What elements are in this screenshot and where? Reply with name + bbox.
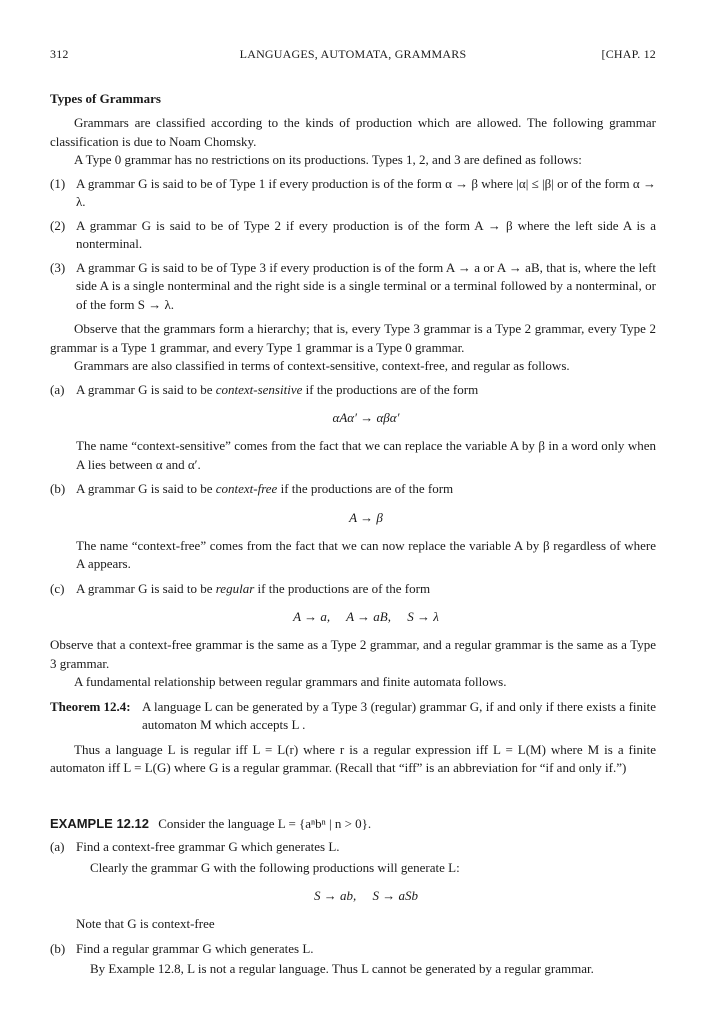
example-statement: Consider the language L = {aⁿbⁿ | n > 0}. xyxy=(158,815,372,831)
item-text: A grammar G is said to be of Type 3 if every production is of the form A → a or A → aB, that is, where the left side A is a single nonterminal and the right side is a single terminal or a terminal followed by a nonterminal, or of the form S → λ. xyxy=(76,259,656,312)
theorem-text: A language L can be generated by a Type 3 (regular) grammar G, if and only if there exists a finite automaton M which accepts L . xyxy=(142,698,656,732)
item-label: (1) xyxy=(50,175,66,191)
type-1-item xyxy=(50,175,656,212)
part-question: Find a context-free grammar G which generates L. xyxy=(76,839,340,854)
formula: S → ab, S → aSb xyxy=(314,888,418,903)
type-2-item xyxy=(50,217,656,254)
item-label: (2) xyxy=(50,217,66,233)
example-label: EXAMPLE 12.12 xyxy=(50,815,149,831)
running-title: LANGUAGES, AUTOMATA, GRAMMARS xyxy=(239,47,467,61)
item-text: A grammar G is said to be of Type 1 if every production is of the form α → β where |α| ≤ |β| or of the form α → λ. xyxy=(76,175,656,209)
context-free-item xyxy=(50,480,656,574)
part-answer: By Example 12.8, L is not a regular language. Thus L cannot be generated by a regular grammar. xyxy=(90,961,594,976)
item-note: The name “context-free” comes from the fact that we can now replace the variable A by β regardless of where A appears. xyxy=(76,537,656,571)
term: context-sensitive xyxy=(215,381,303,397)
item-text: A grammar G is said to be context-free if the productions are of the form xyxy=(76,481,454,496)
formula: αAα′ → αβα′ xyxy=(332,410,400,425)
formula: A → a, A → aB, S → λ xyxy=(293,609,439,624)
type0-paragraph: A Type 0 grammar has no restrictions on its productions. Types 1, 2, and 3 are defined as follows: xyxy=(74,152,582,167)
item-label: (3) xyxy=(50,259,66,275)
item-note: The name “context-sensitive” comes from the fact that we can replace the variable A by β in a word only when A lies between α and α′. xyxy=(76,438,656,472)
intro-paragraph: Grammars are classified according to the kinds of production which are allowed. The following grammar classification is due to Noam Chomsky. xyxy=(50,115,656,149)
example-part-a xyxy=(50,838,656,934)
item-text: A grammar G is said to be regular if the productions are of the form xyxy=(76,580,431,596)
part-question: Find a regular grammar G which generates L. xyxy=(76,940,314,956)
thus-paragraph: Thus a language L is regular iff L = L(r) where r is a regular expression iff L = L(M) where M is a finite automaton iff L = L(G) where G is a regular grammar. (Recall that “iff” is an abbreviation for “if and only if.”) xyxy=(50,741,656,775)
running-header xyxy=(50,47,656,63)
fundamental-paragraph: A fundamental relationship between regular grammars and finite automata follows. xyxy=(74,674,507,689)
classification-paragraph: Grammars are also classified in terms of context-sensitive, context-free, and regular as follows. xyxy=(74,358,570,373)
part-note: Note that G is context-free xyxy=(76,916,215,931)
page-body xyxy=(50,91,656,979)
section-title: Types of Grammars xyxy=(50,91,161,106)
item-text: A grammar G is said to be of Type 2 if every production is of the form A → β where the left side A is a nonterminal. xyxy=(76,217,656,251)
formula: A → β xyxy=(349,509,383,525)
item-label: (a) xyxy=(50,381,65,397)
item-label: (c) xyxy=(50,580,65,596)
example-part-b xyxy=(50,940,656,979)
part-answer: Clearly the grammar G with the following productions will generate L: xyxy=(90,859,460,875)
observe-paragraph: Observe that a context-free grammar is the same as a Type 2 grammar, and a regular grammar is the same as a Type 3 grammar. xyxy=(50,637,656,671)
item-label: (b) xyxy=(50,940,66,956)
term: regular xyxy=(215,580,255,596)
regular-item xyxy=(50,580,656,627)
example-heading xyxy=(50,815,656,834)
chapter-label: [CHAP. 12 xyxy=(601,47,656,61)
hierarchy-paragraph: Observe that the grammars form a hierarchy; that is, every Type 3 grammar is a Type 2 grammar, every Type 2 grammar is a Type 1 grammar, and every Type 1 grammar is a Type 0 grammar. xyxy=(50,321,656,355)
theorem-label: Theorem 12.4: xyxy=(50,698,131,714)
type-3-item xyxy=(50,259,656,315)
item-text: A grammar G is said to be context-sensitive if the productions are of the form xyxy=(76,381,479,397)
context-sensitive-item xyxy=(50,381,656,475)
item-label: (b) xyxy=(50,481,66,496)
page-number: 312 xyxy=(50,47,69,61)
term: context-free xyxy=(215,481,278,496)
item-label: (a) xyxy=(50,839,65,854)
theorem-12-4 xyxy=(50,698,656,735)
